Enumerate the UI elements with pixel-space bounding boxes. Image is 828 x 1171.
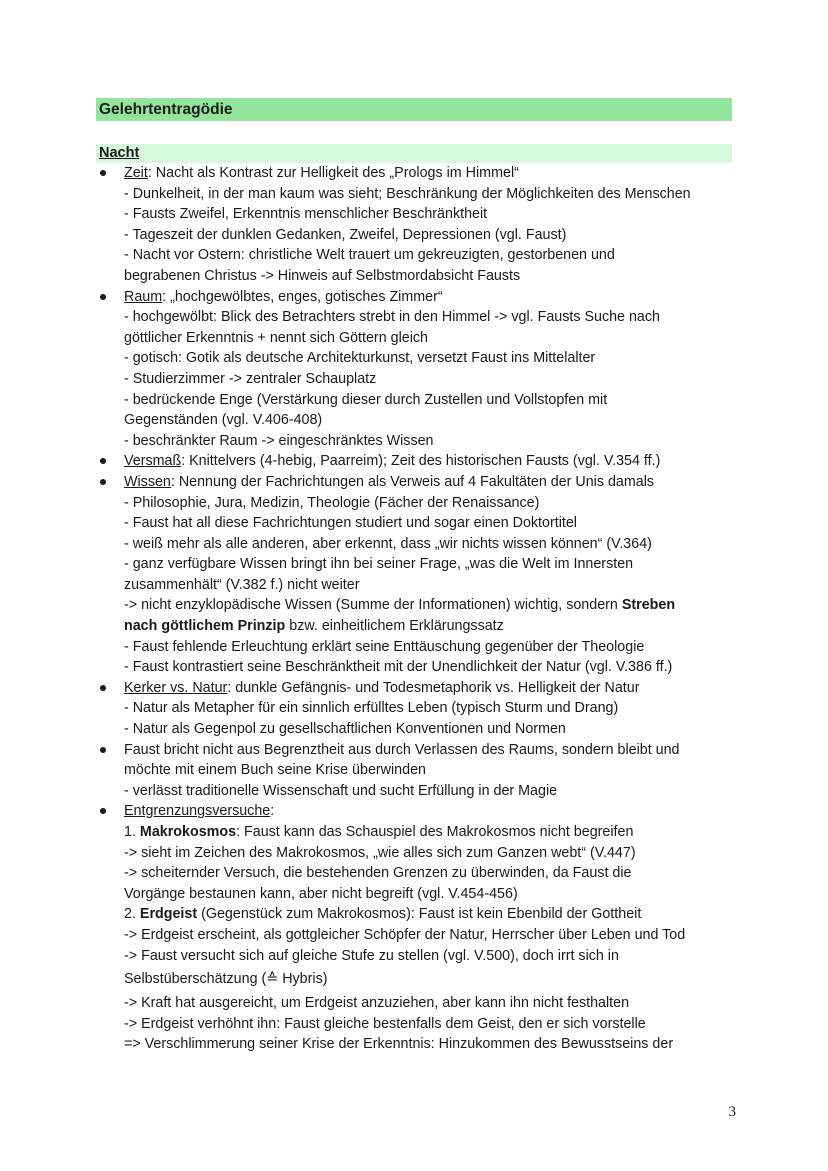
note-line bbox=[124, 595, 736, 616]
bullet-text: : dunkle Gefängnis- und Todesmetaphorik vs. Helligkeit der Natur bbox=[227, 679, 640, 696]
note-bold: Makrokosmos bbox=[139, 824, 237, 840]
bullet-label: Raum bbox=[124, 288, 163, 305]
bullet-wissen bbox=[124, 472, 736, 493]
bullet-text: : Knittelvers (4-hebig, Paarreim); Zeit des historischen Fausts (vgl. V.354 ff.) bbox=[181, 453, 661, 470]
bullet-text: : Nacht als Kontrast zur Helligkeit des „Prologs im Himmel“ bbox=[147, 165, 519, 181]
bullet-label: Versmaß bbox=[124, 453, 182, 470]
note-line: - hochgewölbt: Blick des Betrachters strebt in den Himmel -> vgl. Fausts Suche nach bbox=[124, 309, 660, 326]
note-line: - Faust hat all diese Fachrichtungen studiert und sogar einen Doktortitel bbox=[124, 515, 577, 532]
note-line: -> Erdgeist verhöhnt ihn: Faust gleiche bestenfalls dem Geist, den er sich vorstelle bbox=[124, 1015, 646, 1032]
bullet-raum bbox=[124, 287, 736, 308]
bullet-text: : „hochgewölbtes, enges, gotisches Zimmer“ bbox=[162, 288, 443, 305]
note-bold: Erdgeist bbox=[139, 906, 198, 923]
note-line: zusammenhält“ (V.382 f.) nicht weiter bbox=[124, 576, 360, 593]
note-line: - Studierzimmer -> zentraler Schauplatz bbox=[124, 370, 377, 387]
note-line: -> sieht im Zeichen des Makrokosmos, „wie alles sich zum Ganzen webt“ (V.447) bbox=[124, 844, 636, 861]
note-line: - Tageszeit der dunklen Gedanken, Zweifel, Depressionen (vgl. Faust) bbox=[124, 226, 567, 243]
note-line bbox=[124, 822, 736, 843]
note-line: - bedrückende Enge (Verstärkung dieser durch Zustellen und Vollstopfen mit bbox=[124, 391, 608, 408]
note-bold: Streben bbox=[621, 597, 676, 614]
note-line: => Verschlimmerung seiner Krise der Erkenntnis: Hinzukommen des Bewusstseins der bbox=[124, 1036, 674, 1053]
bullet-versmass bbox=[124, 451, 736, 472]
note-line: -> Erdgeist erscheint, als gottgleicher Schöpfer der Natur, Herrscher über Leben und Tod bbox=[124, 926, 686, 943]
bullet-label: Wissen bbox=[124, 473, 171, 490]
bullet-kerker bbox=[124, 678, 736, 699]
bullet-entgrenzung bbox=[124, 801, 736, 822]
note-text: -> nicht enzyklopädische Wissen (Summe der Informationen) wichtig, sondern bbox=[124, 597, 622, 614]
note-text: (Gegenstück zum Makrokosmos): Faust ist kein Ebenbild der Gottheit bbox=[197, 906, 642, 923]
note-text: 2. bbox=[124, 906, 140, 923]
note-line bbox=[124, 616, 736, 637]
bullet-label: Kerker vs. Natur bbox=[124, 679, 228, 696]
note-line: Selbstüberschätzung (≙ Hybris) bbox=[124, 971, 328, 988]
bullet-zeit bbox=[124, 163, 736, 184]
note-line: - Nacht vor Ostern: christliche Welt trauert um gekreuzigten, gestorbenen und bbox=[124, 247, 615, 264]
note-line: -> scheiternder Versuch, die bestehenden Grenzen zu überwinden, da Faust die bbox=[124, 865, 632, 882]
bullet-label: Entgrenzungsversuche bbox=[124, 803, 271, 820]
note-text: 1. bbox=[124, 824, 140, 840]
bullet-text: : Nennung der Fachrichtungen als Verweis auf 4 Fakultäten der Unis damals bbox=[170, 473, 655, 490]
note-line: -> Kraft hat ausgereicht, um Erdgeist anzuziehen, aber kann ihn nicht festhalten bbox=[124, 995, 630, 1012]
bullet-faust: Faust bricht nicht aus Begrenztheit aus durch Verlassen des Raums, sondern bleibt und bbox=[124, 740, 736, 761]
note-line bbox=[124, 904, 736, 925]
note-line: möchte mit einem Buch seine Krise überwinden bbox=[124, 762, 426, 779]
bullet-label: Zeit bbox=[124, 165, 148, 181]
note-line: Gegenständen (vgl. V.406-408) bbox=[124, 412, 323, 429]
note-line: - Natur als Gegenpol zu gesellschaftlichen Konventionen und Normen bbox=[124, 721, 566, 738]
note-line: - verlässt traditionelle Wissenschaft und sucht Erfüllung in der Magie bbox=[124, 782, 558, 799]
section-heading: Gelehrtentragödie bbox=[96, 98, 732, 121]
note-line: -> Faust versucht sich auf gleiche Stufe zu stellen (vgl. V.500), doch irrt sich in bbox=[124, 947, 619, 964]
note-line: - Faust kontrastiert seine Beschränktheit mit der Unendlichkeit der Natur (vgl. V.386 ff.) bbox=[124, 659, 673, 676]
note-line: begrabenen Christus -> Hinweis auf Selbstmordabsicht Fausts bbox=[124, 267, 521, 284]
bullet-text: : bbox=[270, 803, 275, 820]
note-line: - ganz verfügbare Wissen bringt ihn bei seiner Frage, „was die Welt im Innersten bbox=[124, 556, 634, 573]
note-line: - Faust fehlende Erleuchtung erklärt seine Enttäuschung gegenüber der Theologie bbox=[124, 638, 645, 655]
note-line: - beschränkter Raum -> eingeschränktes Wissen bbox=[124, 432, 434, 449]
note-line: - gotisch: Gotik als deutsche Architekturkunst, versetzt Faust ins Mittelalter bbox=[124, 350, 596, 367]
note-bold: nach göttlichem Prinzip bbox=[124, 618, 286, 635]
subsection-heading: Nacht bbox=[96, 144, 732, 163]
note-line: - Philosophie, Jura, Medizin, Theologie (Fächer der Renaissance) bbox=[124, 494, 540, 511]
note-line: - Dunkelheit, in der man kaum was sieht; Beschränkung der Möglichkeiten des Menschen bbox=[124, 185, 691, 202]
page-number: 3 bbox=[728, 1104, 736, 1120]
note-text: : Faust kann das Schauspiel des Makrokosmos nicht begreifen bbox=[236, 824, 634, 840]
note-text: bzw. einheitlichem Erklärungssatz bbox=[285, 618, 504, 635]
note-line: Vorgänge bestaunen kann, aber nicht begreift (vgl. V.454-456) bbox=[124, 885, 518, 902]
note-line: göttlicher Erkenntnis + nennt sich Göttern gleich bbox=[124, 329, 428, 346]
notes-body bbox=[124, 163, 736, 1055]
note-line: - Fausts Zweifel, Erkenntnis menschlicher Beschränktheit bbox=[124, 206, 488, 223]
note-line: - weiß mehr als alle anderen, aber erkennt, dass „wir nichts wissen können“ (V.364) bbox=[124, 535, 652, 552]
note-line: - Natur als Metapher für ein sinnlich erfülltes Leben (typisch Sturm und Drang) bbox=[124, 700, 619, 717]
